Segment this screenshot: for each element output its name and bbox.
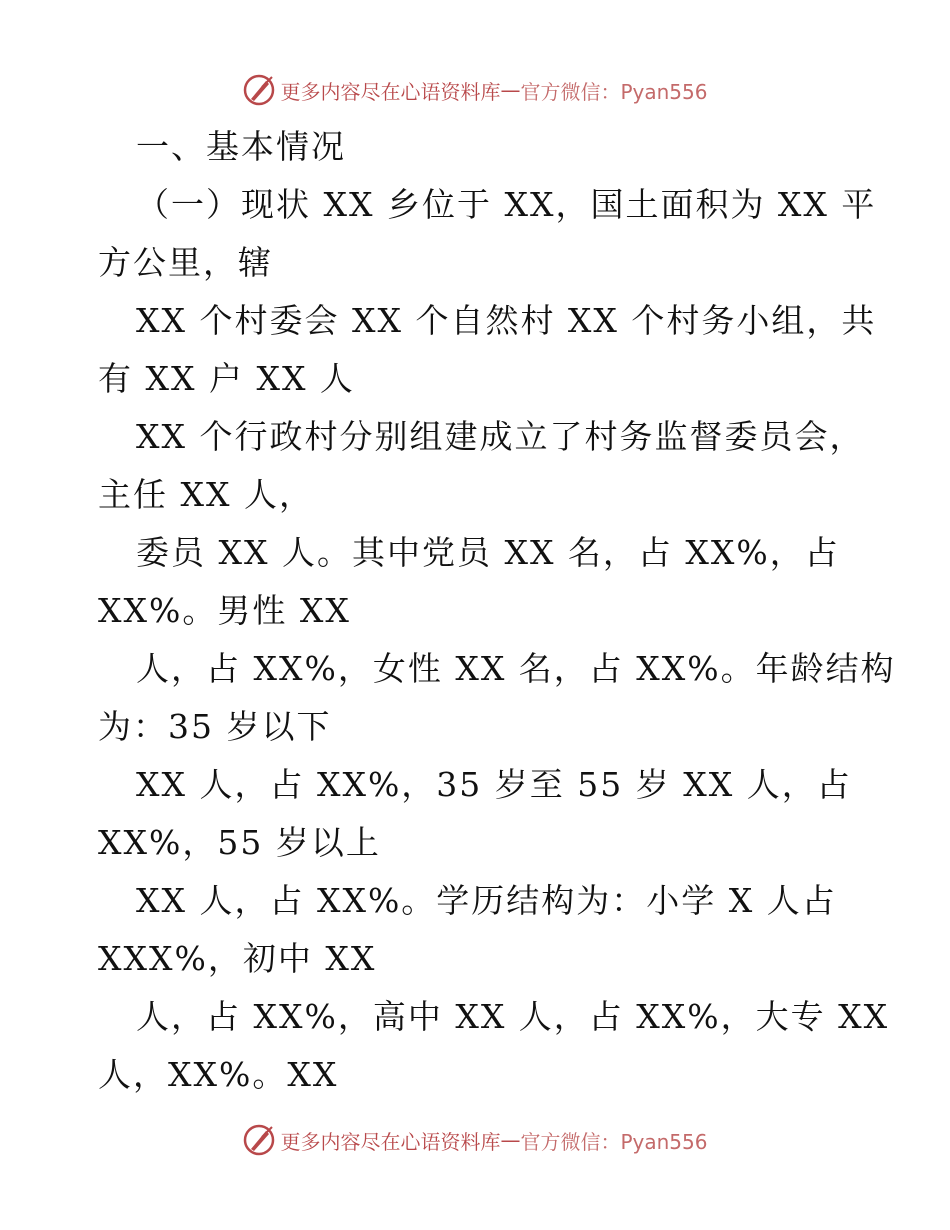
section-heading: 一、基本情况 [136, 127, 346, 166]
paragraph-line: 人，占 XX%，女性 XX 名，占 XX%。年龄结构 [136, 649, 896, 688]
document-body [98, 118, 896, 1104]
banner-text: 更多内容尽在心语资料库 [280, 1129, 501, 1154]
paragraph-line: 主任 XX 人， [98, 475, 314, 514]
banner-separator: — [500, 1128, 521, 1152]
paragraph-line: XX 个村委会 XX 个自然村 XX 个村务小组，共 [136, 301, 877, 340]
paragraph-line: （一）现状 XX 乡位于 XX，国土面积为 XX 平 [136, 185, 877, 224]
paragraph-line: XX%，55 岁以上 [98, 823, 381, 862]
paragraph-line: 委员 XX 人。其中党员 XX 名，占 XX%，占 [136, 533, 840, 572]
paragraph-line: 人，XX%。XX [98, 1055, 339, 1094]
quill-pen-logo-icon [242, 73, 276, 107]
paragraph-line: 为：35 岁以下 [98, 707, 332, 746]
paragraph-line: 有 XX 户 XX 人 [98, 359, 355, 398]
paragraph-line: XX 个行政村分别组建成立了村务监督委员会， [136, 417, 865, 456]
paragraph-line: 人，占 XX%，高中 XX 人，占 XX%，大专 XX [136, 997, 890, 1036]
footer-banner [0, 1120, 950, 1160]
quill-pen-logo-icon [242, 1123, 276, 1157]
paragraph-line: XXX%，初中 XX [98, 939, 377, 978]
banner-wechat: 官方微信：Pyan556 [520, 79, 708, 104]
banner-text: 更多内容尽在心语资料库 [280, 79, 501, 104]
paragraph-line: XX 人，占 XX%，35 岁至 55 岁 XX 人，占 [136, 765, 852, 804]
paragraph-line: XX 人，占 XX%。学历结构为：小学 X 人占 [136, 881, 837, 920]
banner-separator: — [500, 78, 521, 102]
paragraph-line: XX%。男性 XX [98, 591, 351, 630]
paragraph-line: 方公里，辖 [98, 243, 273, 282]
header-banner [0, 70, 950, 110]
banner-wechat: 官方微信：Pyan556 [520, 1129, 708, 1154]
